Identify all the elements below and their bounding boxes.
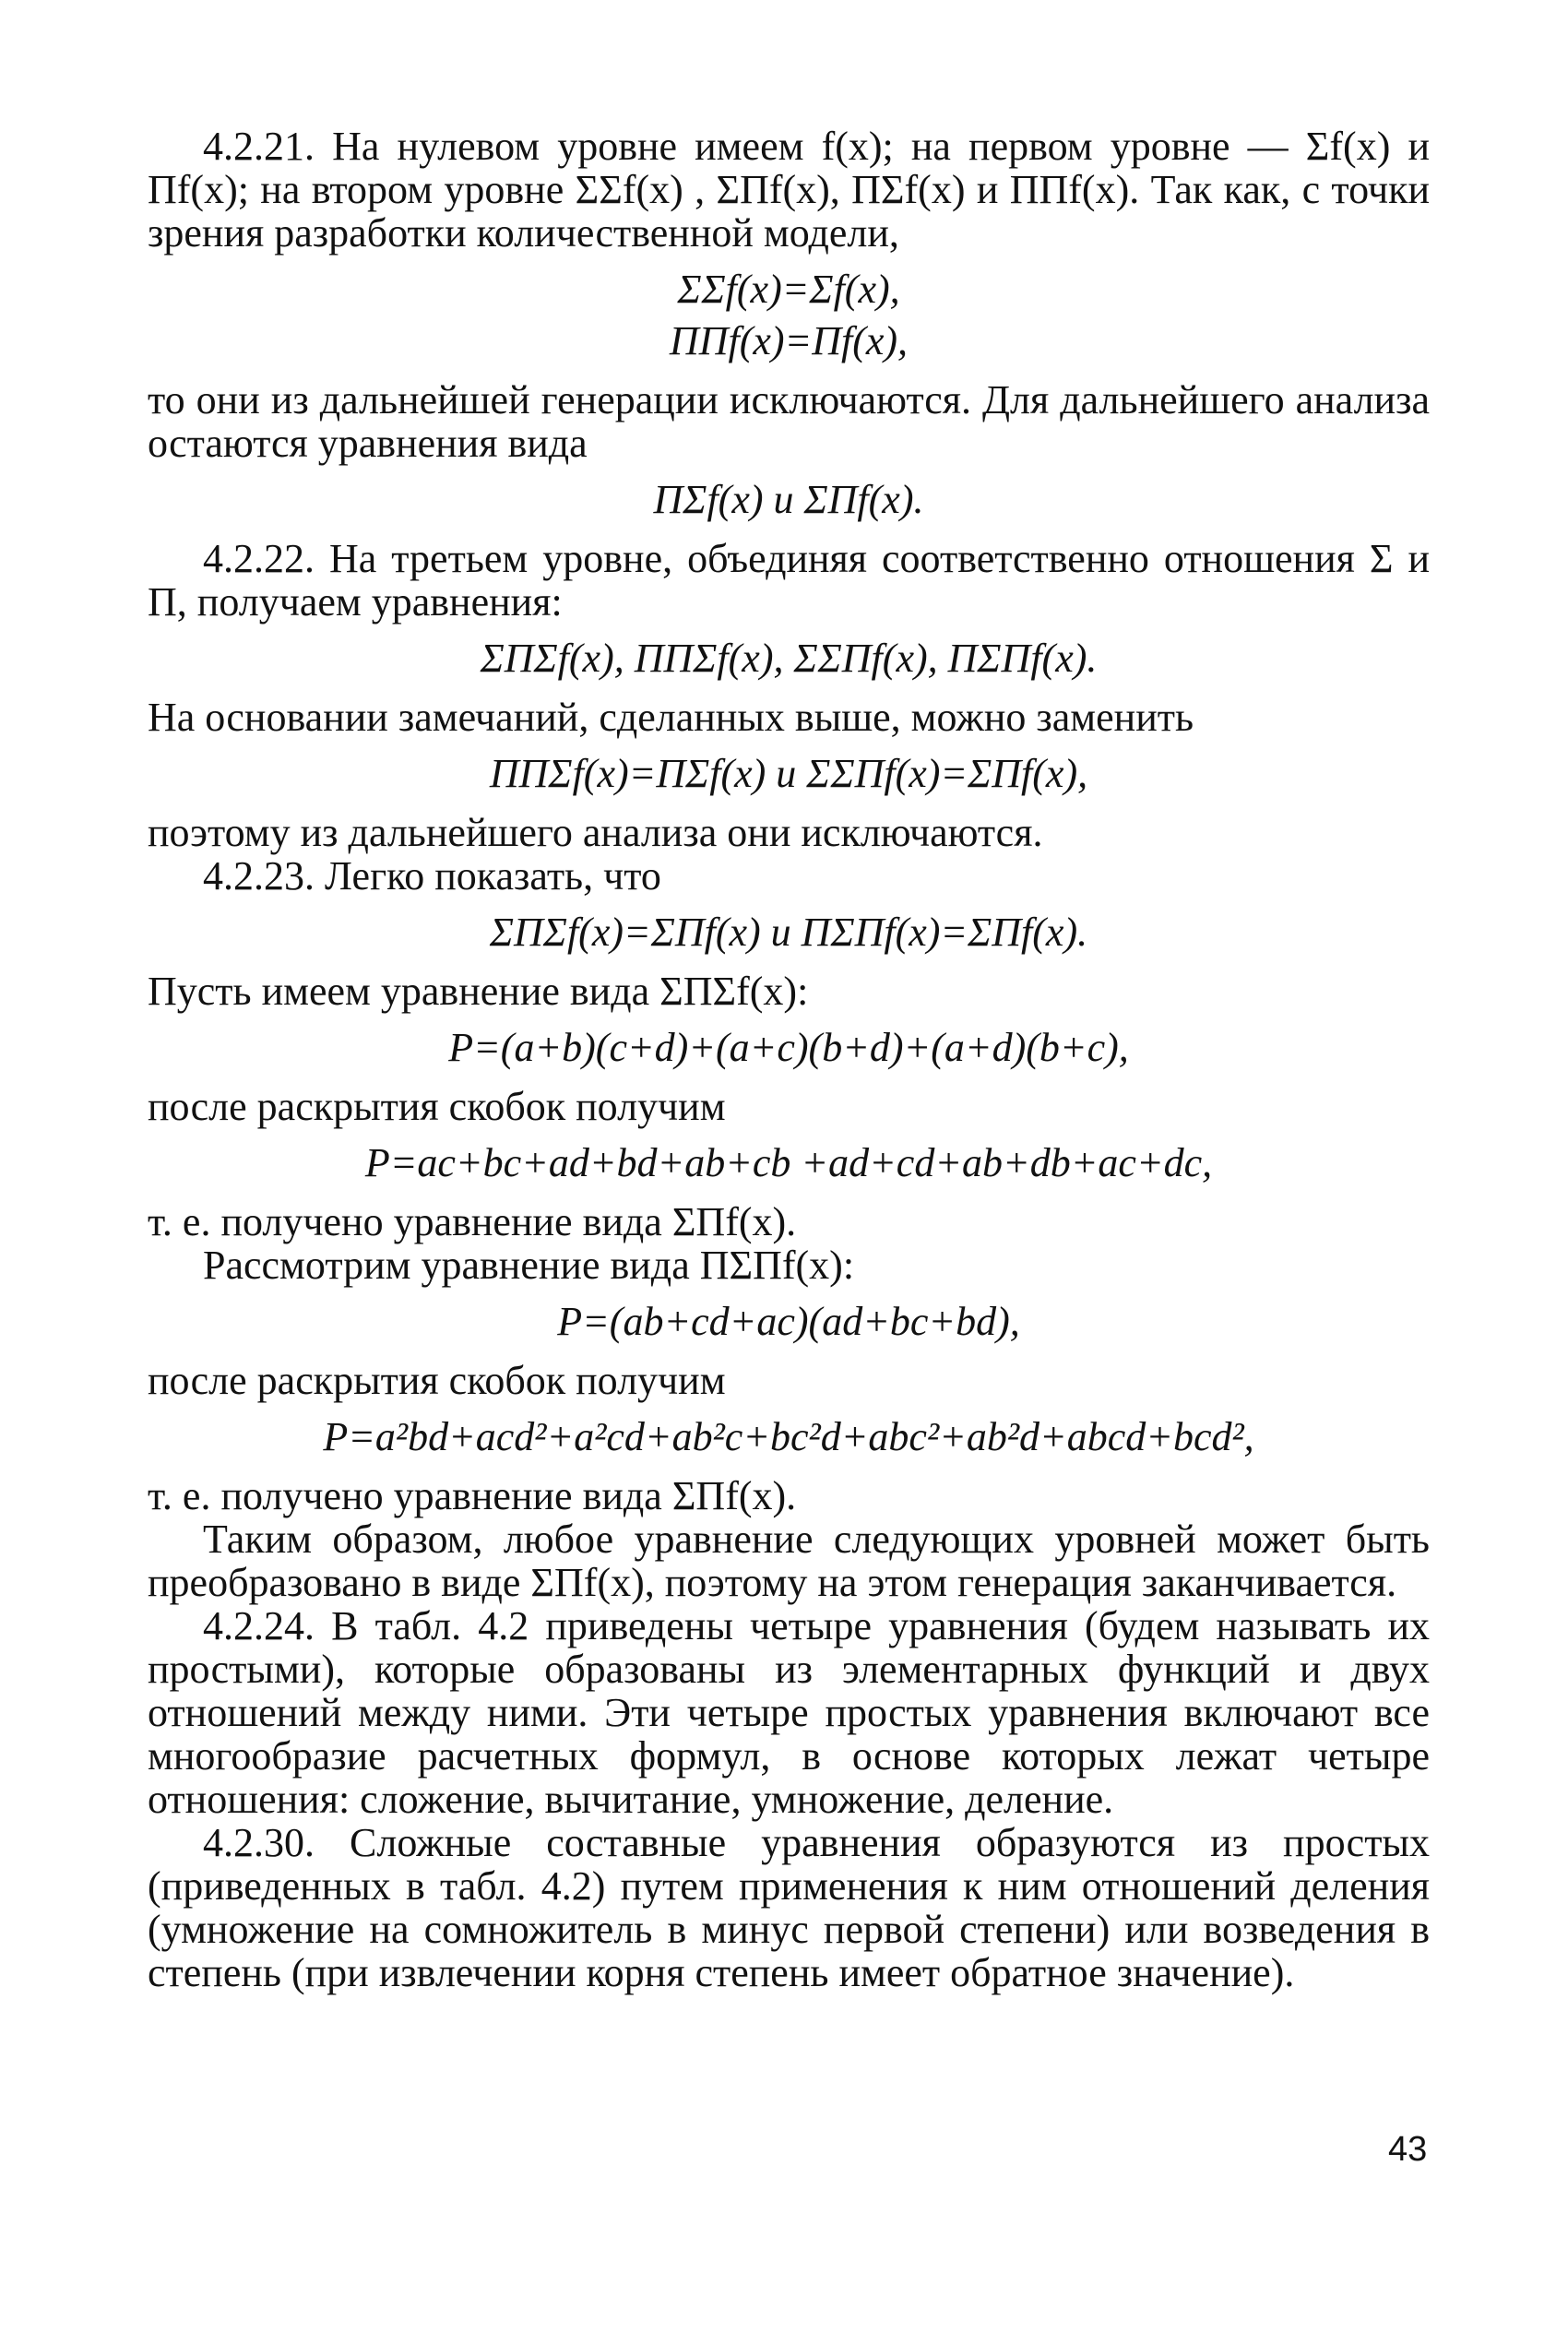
formula-sum-sum: ΣΣf(x)=Σf(x),: [677, 267, 900, 312]
paragraph-result-2: т. е. получено уравнение вида ΣПf(x).: [148, 1473, 797, 1518]
paragraph-expand-1: после раскрытия скобок получим: [148, 1084, 726, 1129]
paragraph-4-2-22: 4.2.22. На третьем уровне, объединяя соответственно отношения Σ и П, получаем уравнения:: [148, 536, 1430, 625]
paragraph-consider: Рассмотрим уравнение вида ПΣПf(x):: [203, 1243, 855, 1288]
paragraph-4-2-23: 4.2.23. Легко показать, что: [203, 853, 661, 898]
formula-remaining: ПΣf(x) и ΣПf(x).: [653, 477, 924, 522]
page-number: 43: [1388, 2130, 1428, 2169]
paragraph-exclusion: то они из дальнейшей генерации исключаются. Для дальнейшего анализа остаются уравнения вида: [148, 377, 1430, 466]
paragraph-4-2-30: 4.2.30. Сложные составные уравнения образуются из простых (приведенных в табл. 4.2) путем применения к ним отношений деления (умножение на сомножитель в минус первой степени) или возведения в степень (при извлечении корня степень имеет обратное значение).: [148, 1820, 1430, 1995]
paragraph-expand-2: после раскрытия скобок получим: [148, 1358, 726, 1403]
paragraph-replace: На основании замечаний, сделанных выше, можно заменить: [148, 695, 1194, 740]
formula-third-level: ΣПΣf(x), ППΣf(x), ΣΣПf(x), ПΣПf(x).: [480, 636, 1098, 681]
formula-easy-show: ΣПΣf(x)=ΣПf(x) и ПΣПf(x)=ΣПf(x).: [489, 910, 1088, 955]
paragraph-conclusion: Таким образом, любое уравнение следующих уровней может быть преобразовано в виде ΣПf(x), поэтому на этом генерация заканчивается.: [148, 1517, 1430, 1605]
paragraph-excluded: поэтому из дальнейшего анализа они исключаются.: [148, 810, 1043, 855]
formula-block-1: [148, 264, 1430, 367]
paragraph-4-2-21: 4.2.21. На нулевом уровне имеем f(x); на первом уровне — Σf(x) и Пf(x); на втором уровне ΣΣf(x) , ΣПf(x), ПΣf(x) и ППf(x). Так как, с точки зрения разработки количественной модели,: [148, 124, 1430, 256]
paragraph-4-2-24: 4.2.24. В табл. 4.2 приведены четыре уравнения (будем называть их простыми), которые образованы из элементарных функций и двух отношений между ними. Эти четыре простых уравнения включают все многообразие расчетных формул, в основе которых лежат четыре отношения: сложение, вычитание, умножение, деление.: [148, 1603, 1430, 1822]
page-content: [148, 125, 1430, 1994]
formula-p-expanded-2: P=a²bd+acd²+a²cd+ab²c+bc²d+abc²+ab²d+abcd+bcd²,: [323, 1414, 1254, 1459]
formula-replacement: ППΣf(x)=ПΣf(x) и ΣΣПf(x)=ΣПf(x),: [489, 751, 1088, 796]
formula-p-brackets-2: P=(ab+cd+ac)(ad+bc+bd),: [557, 1299, 1020, 1344]
formula-p-expanded-1: P=ac+bc+ad+bd+ab+cb +ad+cd+ab+db+ac+dc,: [364, 1140, 1213, 1185]
formula-prod-prod: ППf(x)=Пf(x),: [669, 318, 909, 363]
formula-p-brackets-1: P=(a+b)(c+d)+(a+c)(b+d)+(a+d)(b+c),: [448, 1025, 1129, 1070]
paragraph-result-1: т. е. получено уравнение вида ΣПf(x).: [148, 1199, 797, 1244]
paragraph-let-equation: Пусть имеем уравнение вида ΣПΣf(x):: [148, 969, 809, 1014]
